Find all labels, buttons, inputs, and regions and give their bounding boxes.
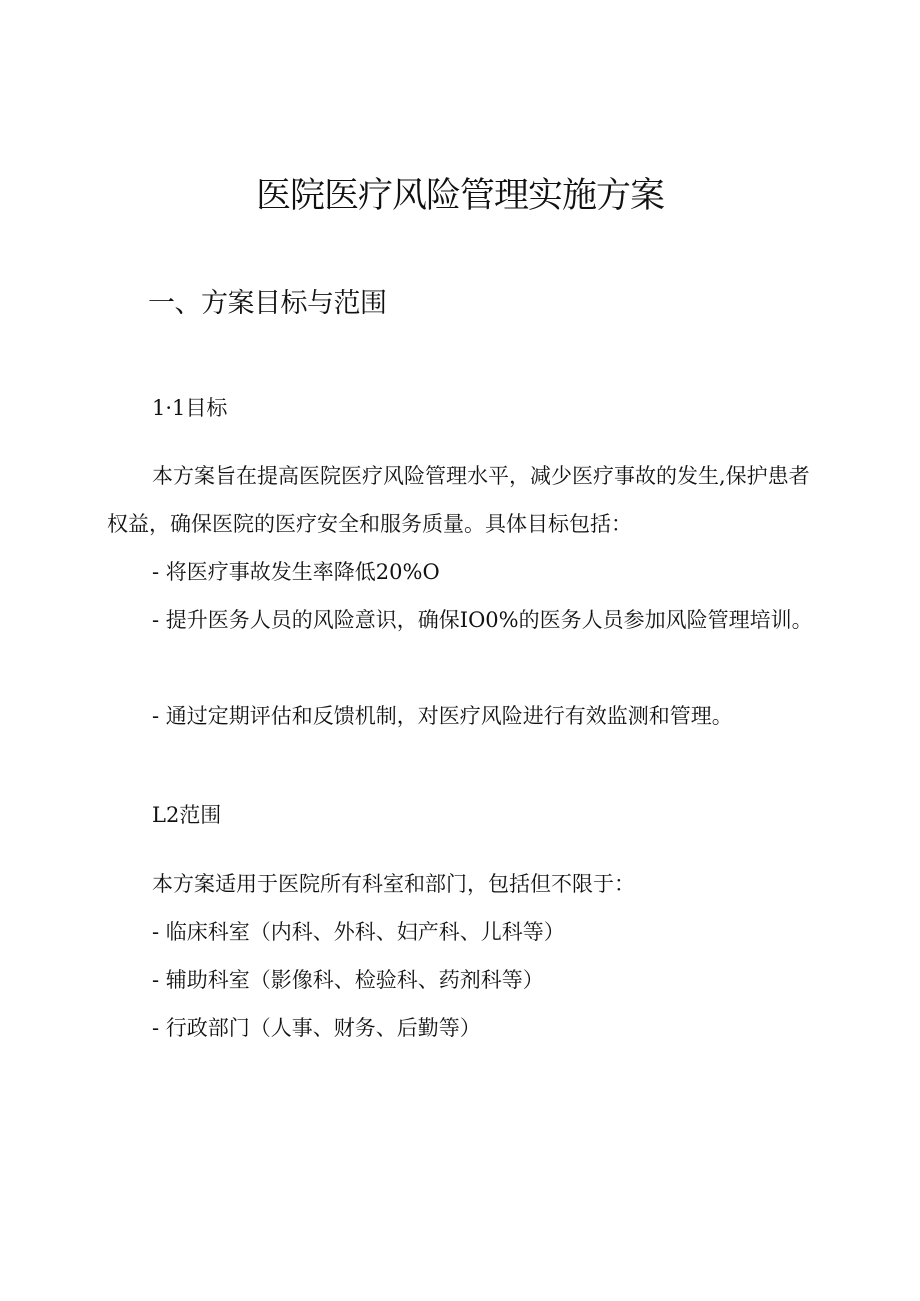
scope-item: - 行政部门（人事、财务、后勤等） (152, 1016, 481, 1040)
subsection-heading-goals: 1·1目标 (152, 396, 228, 420)
section-heading-goals-scope: 一、方案目标与范围 (148, 288, 387, 319)
document-title: 医院医疗风险管理实施方案 (255, 176, 664, 216)
scope-intro-paragraph: 本方案适用于医院所有科室和部门，包括但不限于： (152, 872, 635, 896)
goal-item: - 将医疗事故发生率降低20%O (152, 560, 440, 584)
goal-item: - 提升医务人员的风险意识，确保IO0%的医务人员参加风险管理培训。 (152, 608, 813, 632)
scope-item: - 辅助科室（影像科、检验科、药剂科等） (152, 968, 544, 992)
goal-item: - 通过定期评估和反馈机制，对医疗风险进行有效监测和管理。 (152, 704, 733, 728)
scope-item: - 临床科室（内科、外科、妇产科、儿科等） (152, 920, 565, 944)
subsection-heading-scope: L2范围 (152, 803, 222, 827)
goals-intro-paragraph: 本方案旨在提高医院医疗风险管理水平，减少医疗事故的发生,保护患者权益，确保医院的医疗安全和服务质量。具体目标包括： (107, 464, 810, 536)
